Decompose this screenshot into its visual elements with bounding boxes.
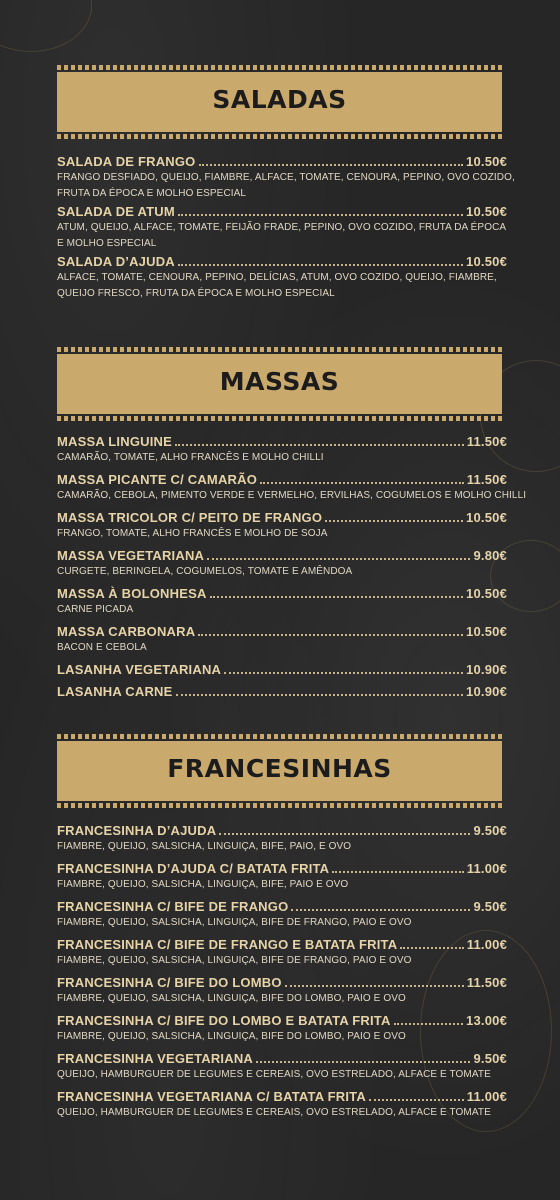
leader-dots [369,1087,464,1101]
menu-item [57,622,507,656]
item-price: 9.50€ [473,823,507,838]
item-price: 11.50€ [466,434,507,449]
item-name: FRANCESINHA C/ BIFE DO LOMBO [57,975,282,990]
leader-dots [394,1011,463,1025]
section-banner-saladas [57,72,502,132]
item-name: FRANCESINHA VEGETARIANA [57,1051,253,1066]
menu-item [57,660,507,678]
item-price: 10.90€ [466,662,507,677]
item-price: 10.50€ [466,510,507,525]
item-description: FRUTA DA ÉPOCA E MOLHO ESPECIAL [57,188,247,199]
item-price: 9.50€ [473,1051,507,1066]
section-title: SALADAS [212,85,347,114]
item-name: LASANHA VEGETARIANA [57,662,222,677]
menu-item [57,682,507,700]
item-description: ATUM, QUEIJO, ALFACE, TOMATE, FEIJÃO FRADE, PEPINO, OVO COZIDO, FRUTA DA ÉPOCA [57,222,507,233]
item-description: QUEIJO, HAMBURGUER DE LEGUMES E CEREAIS, OVO ESTRELADO, ALFACE E TOMATE [57,1069,491,1080]
leader-dots [178,252,463,266]
menu-item [57,152,515,202]
leader-dots [199,152,464,166]
item-name: MASSA VEGETARIANA [57,548,205,563]
item-description: FIAMBRE, QUEIJO, SALSICHA, LINGUIÇA, BIFE DO LOMBO, PAIO E OVO [57,1031,406,1042]
item-description: FIAMBRE, QUEIJO, SALSICHA, LINGUIÇA, BIFE, PAIO, E OVO [57,841,352,852]
item-description: FIAMBRE, QUEIJO, SALSICHA, LINGUIÇA, BIFE DE FRANGO, PAIO E OVO [57,917,412,928]
item-name: MASSA À BOLONHESA [57,586,207,601]
item-price: 11.00€ [466,1089,507,1104]
menu-item [57,508,507,542]
leader-dots [224,660,463,674]
item-price: 10.50€ [466,254,507,269]
item-description: BACON E CEBOLA [57,642,147,653]
section-title: FRANCESINHAS [167,754,392,783]
leader-dots [325,508,463,522]
leader-dots [175,432,464,446]
item-price: 11.50€ [466,472,507,487]
item-description: CARNE PICADA [57,604,134,615]
menu-item [57,1011,507,1045]
item-price: 10.50€ [466,204,507,219]
leader-dots [178,202,463,216]
item-name: FRANCESINHA C/ BIFE DE FRANGO [57,899,289,914]
item-name: SALADA D’AJUDA [57,254,175,269]
item-name: FRANCESINHA D’AJUDA [57,823,217,838]
leader-dots [176,682,464,696]
item-price: 13.00€ [466,1013,507,1028]
menu-item [57,252,507,302]
item-description: QUEIJO, HAMBURGUER DE LEGUMES E CEREAIS, OVO ESTRELADO, ALFACE E TOMATE [57,1107,491,1118]
item-description: E MOLHO ESPECIAL [57,238,157,249]
leader-dots [285,973,464,987]
item-description: FIAMBRE, QUEIJO, SALSICHA, LINGUIÇA, BIFE DO LOMBO, PAIO E OVO [57,993,406,1004]
item-description: CAMARÃO, TOMATE, ALHO FRANCÊS E MOLHO CHILLI [57,452,324,463]
item-name: FRANCESINHA D’AJUDA C/ BATATA FRITA [57,861,330,876]
item-price: 10.50€ [466,586,507,601]
item-description: CURGETE, BERINGELA, COGUMELOS, TOMATE E AMÊNDOA [57,566,353,577]
menu-item [57,202,507,252]
section-banner-francesinhas [57,741,502,801]
item-name: SALADA DE ATUM [57,204,175,219]
item-description: FIAMBRE, QUEIJO, SALSICHA, LINGUIÇA, BIFE, PAIO E OVO [57,879,349,890]
section-francesinhas [57,821,507,1121]
section-title: MASSAS [219,367,340,396]
food-sketch-decoration [0,0,92,52]
menu-item [57,1049,507,1083]
item-price: 10.50€ [466,624,507,639]
menu-item [57,584,507,618]
leader-dots [219,821,470,835]
item-price: 11.00€ [466,937,507,952]
menu-item [57,897,507,931]
menu-item [57,973,507,1007]
item-description: FRANGO, TOMATE, ALHO FRANCÊS E MOLHO DE SOJA [57,528,328,539]
leader-dots [198,622,463,636]
menu-item [57,859,507,893]
item-price: 11.00€ [466,861,507,876]
item-name: MASSA PICANTE C/ CAMARÃO [57,472,258,487]
section-saladas [57,152,515,302]
item-name: SALADA DE FRANGO [57,154,196,169]
item-price: 10.90€ [466,684,507,699]
menu-item [57,546,507,580]
section-massas [57,432,527,700]
item-description: FRANGO DESFIADO, QUEIJO, FIAMBRE, ALFACE, TOMATE, CENOURA, PEPINO, OVO COZIDO, [57,172,515,183]
leader-dots [210,584,463,598]
menu-item [57,1087,507,1121]
item-price: 9.80€ [473,548,507,563]
item-description: QUEIJO FRESCO, FRUTA DA ÉPOCA E MOLHO ESPECIAL [57,288,335,299]
section-banner-massas [57,354,502,414]
leader-dots [400,935,463,949]
menu-item [57,935,507,969]
leader-dots [256,1049,470,1063]
menu-item [57,432,507,466]
item-description: ALFACE, TOMATE, CENOURA, PEPINO, DELÍCIAS, ATUM, OVO COZIDO, QUEIJO, FIAMBRE, [57,272,497,283]
item-description: CAMARÃO, CEBOLA, PIMENTO VERDE E VERMELHO, ERVILHAS, COGUMELOS E MOLHO CHILLI [57,490,527,501]
item-name: FRANCESINHA C/ BIFE DO LOMBO E BATATA FRITA [57,1013,391,1028]
item-price: 10.50€ [466,154,507,169]
leader-dots [332,859,463,873]
menu-item [57,470,527,504]
item-price: 11.50€ [466,975,507,990]
leader-dots [260,470,464,484]
leader-dots [291,897,470,911]
item-description: FIAMBRE, QUEIJO, SALSICHA, LINGUIÇA, BIFE DE FRANGO, PAIO E OVO [57,955,412,966]
item-name: FRANCESINHA VEGETARIANA C/ BATATA FRITA [57,1089,366,1104]
item-price: 9.50€ [473,899,507,914]
leader-dots [207,546,470,560]
item-name: FRANCESINHA C/ BIFE DE FRANGO E BATATA FRITA [57,937,398,952]
item-name: LASANHA CARNE [57,684,173,699]
item-name: MASSA LINGUINE [57,434,172,449]
item-name: MASSA CARBONARA [57,624,196,639]
item-name: MASSA TRICOLOR C/ PEITO DE FRANGO [57,510,323,525]
menu-item [57,821,507,855]
